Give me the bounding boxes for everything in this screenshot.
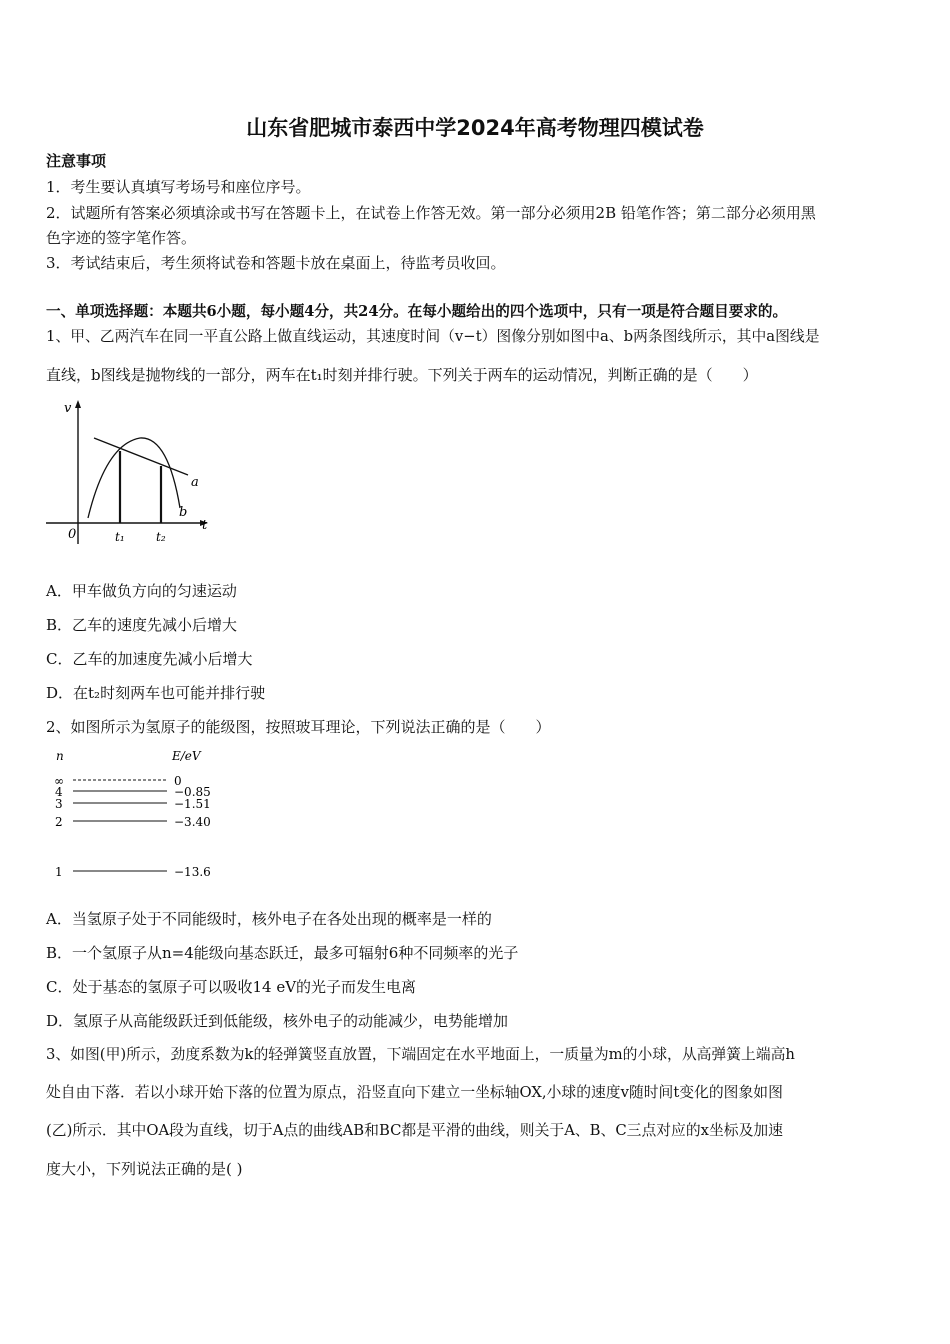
section-heading: 一、单项选择题：本题共6小题，每小题4分，共24分。在每小题给出的四个选项中，只有一项是符合题目要求的。 [46, 303, 788, 320]
notice-item: 1．考生要认真填写考场号和座位序号。 [46, 178, 311, 196]
curve-b-label: b [179, 505, 188, 520]
level-n-3: 3 [55, 797, 63, 811]
level-n-2: 2 [55, 815, 63, 829]
energy-level-diagram [46, 744, 226, 884]
notice-item: 色字迹的签字笔作答。 [46, 229, 197, 247]
question-1-option-d: D．在t₂时刻两车也可能并排行驶 [46, 684, 266, 702]
question-3-stem: 度大小，下列说法正确的是( ) [46, 1160, 243, 1178]
line-a-label: a [191, 475, 199, 490]
question-3-stem: (乙)所示．其中OA段为直线，切于A点的曲线AB和BC都是平滑的曲线，则关于A、B、C三点对应的x坐标及加速 [46, 1122, 783, 1139]
v-axis-arrow [75, 400, 81, 408]
n-column-label: n [56, 749, 64, 763]
level-n-inf: ∞ [54, 774, 64, 788]
question-2-option-c: C．处于基态的氢原子可以吸收14 eV的光子而发生电离 [46, 978, 417, 996]
question-1-option-a: A．甲车做负方向的匀速运动 [46, 582, 237, 600]
level-e-2: −3.40 [174, 815, 211, 829]
v-axis-label: v [64, 401, 72, 416]
question-3-stem: 3、如图(甲)所示，劲度系数为k的轻弹簧竖直放置，下端固定在水平地面上，一质量为m的小球，从高弹簧上端高h [46, 1046, 795, 1063]
level-e-inf: 0 [174, 774, 182, 788]
t2-label: t₂ [156, 530, 166, 544]
origin-label: 0 [68, 527, 77, 542]
notice-heading: 注意事项 [46, 152, 107, 170]
question-2-option-d: D．氢原子从高能级跃迁到低能级，核外电子的动能减少，电势能增加 [46, 1012, 509, 1030]
level-e-1: −13.6 [174, 865, 211, 879]
t-axis-label: t [202, 518, 208, 533]
question-3-stem: 处自由下落．若以小球开始下落的位置为原点，沿竖直向下建立一坐标轴OX,小球的速度v随时间t变化的图象如图 [46, 1084, 783, 1101]
question-1-stem: 1、甲、乙两汽车在同一平直公路上做直线运动，其速度时间（v−t）图像分别如图中a、b两条图线所示，其中a图线是 [46, 328, 820, 345]
vt-graph-figure [40, 396, 220, 552]
t1-label: t₁ [115, 530, 125, 544]
notice-item: 2．试题所有答案必须填涂或书写在答题卡上，在试卷上作答无效。第一部分必须用2B 铅笔作答；第二部分必须用黑 [46, 204, 816, 222]
energy-column-label: E/eV [172, 749, 201, 763]
question-2-stem: 2、如图所示为氢原子的能级图，按照玻耳理论，下列说法正确的是（ ） [46, 718, 551, 736]
level-n-1: 1 [55, 865, 63, 879]
question-2-option-a: A．当氢原子处于不同能级时，核外电子在各处出现的概率是一样的 [46, 910, 492, 928]
question-2-option-b: B．一个氢原子从n=4能级向基态跃迁，最多可辐射6种不同频率的光子 [46, 944, 519, 962]
level-n-4: 4 [55, 785, 63, 799]
level-e-3: −1.51 [174, 797, 211, 811]
level-e-4: −0.85 [174, 785, 211, 799]
question-1-option-c: C．乙车的加速度先减小后增大 [46, 650, 253, 668]
page-title: 山东省肥城市泰西中学2024年高考物理四模试卷 [246, 116, 704, 140]
graph-curve-b [88, 438, 180, 518]
question-1-stem: 直线，b图线是抛物线的一部分，两车在t₁时刻并排行驶。下列关于两车的运动情况，判断正确的是（ ） [46, 366, 758, 384]
question-1-option-b: B．乙车的速度先减小后增大 [46, 616, 238, 634]
graph-line-a [94, 438, 188, 475]
notice-item: 3．考试结束后，考生须将试卷和答题卡放在桌面上，待监考员收回。 [46, 254, 506, 272]
